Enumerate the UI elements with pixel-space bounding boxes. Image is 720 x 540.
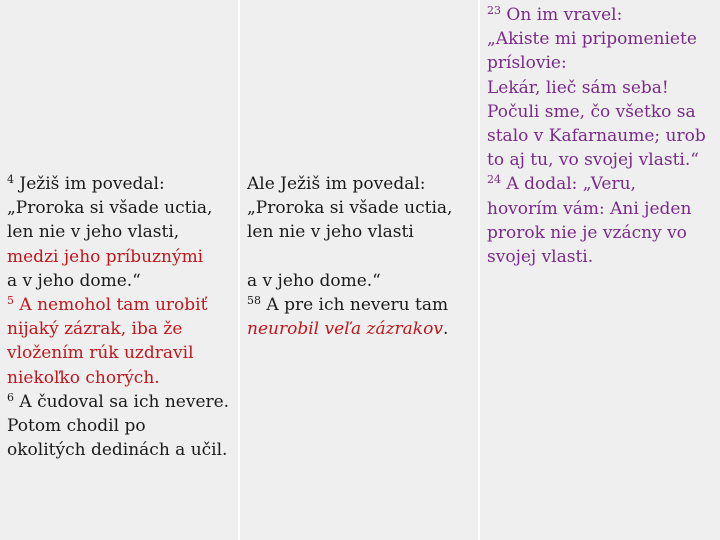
- verse-number: 58: [247, 293, 261, 307]
- luke-line: Lekár, lieč sám seba!: [487, 77, 669, 98]
- matthew-line: a v jeho dome.“: [247, 270, 381, 291]
- matthew-line: [247, 317, 452, 341]
- line-text: A nemohol tam urobiť: [14, 294, 208, 315]
- highlighted-text: neurobil veľa zázrakov: [247, 319, 443, 340]
- luke-line: príslovie:: [487, 53, 567, 74]
- matthew-line: Ale Ježiš im povedal:: [247, 174, 426, 194]
- line-text: A pre ich neveru tam: [261, 294, 449, 315]
- luke-line: to aj tu, vo svojej vlasti.“: [487, 150, 699, 171]
- line-text: A čudoval sa ich nevere.: [14, 391, 230, 412]
- luke-line: [487, 172, 706, 196]
- mark-line: okolitých dedinách a učil.: [7, 440, 228, 461]
- verse-number: 24: [487, 173, 501, 187]
- luke-line: „Akiste mi pripomeniete: [487, 29, 697, 50]
- mark-line: Potom chodil po: [7, 415, 146, 436]
- mark-line: [7, 172, 229, 196]
- luke-line: svojej vlasti.: [487, 246, 594, 267]
- mark-line: vložením rúk uzdravil: [7, 343, 194, 364]
- line-text: Ježiš im povedal:: [14, 174, 165, 194]
- matthew-line: len nie v jeho vlasti: [247, 222, 414, 243]
- matthew-text: [247, 172, 452, 341]
- luke-text: [487, 3, 706, 269]
- line-text: On im vravel:: [501, 5, 623, 25]
- matthew-column: [240, 0, 480, 540]
- mark-line: nijaký zázrak, iba že: [7, 319, 183, 340]
- verse-number: 5: [7, 293, 14, 307]
- mark-column: [0, 0, 240, 540]
- mark-line: [7, 293, 229, 317]
- verse-number: 23: [487, 4, 501, 17]
- mark-line: medzi jeho príbuznými: [7, 246, 204, 267]
- verse-number: 4: [7, 173, 14, 186]
- blank-line: [247, 245, 452, 269]
- mark-line: [7, 390, 229, 414]
- mark-line: len nie v jeho vlasti,: [7, 222, 180, 243]
- mark-line: niekoľko chorých.: [7, 367, 160, 388]
- luke-line: hovorím vám: Ani jeden: [487, 198, 692, 219]
- matthew-line: „Proroka si všade uctia,: [247, 198, 453, 219]
- verse-number: 6: [7, 390, 14, 404]
- mark-text: [7, 172, 229, 462]
- luke-line: stalo v Kafarnaume; urob: [487, 125, 706, 146]
- luke-column: [480, 0, 720, 540]
- mark-line: „Proroka si všade uctia,: [7, 198, 213, 219]
- luke-line: [487, 3, 706, 27]
- line-text: A dodal: „Veru,: [501, 174, 636, 195]
- luke-line: prorok nie je vzácny vo: [487, 222, 687, 243]
- matthew-line: [247, 293, 452, 317]
- line-text: .: [442, 319, 449, 340]
- mark-line: a v jeho dome.“: [7, 270, 141, 291]
- luke-line: Počuli sme, čo všetko sa: [487, 101, 696, 122]
